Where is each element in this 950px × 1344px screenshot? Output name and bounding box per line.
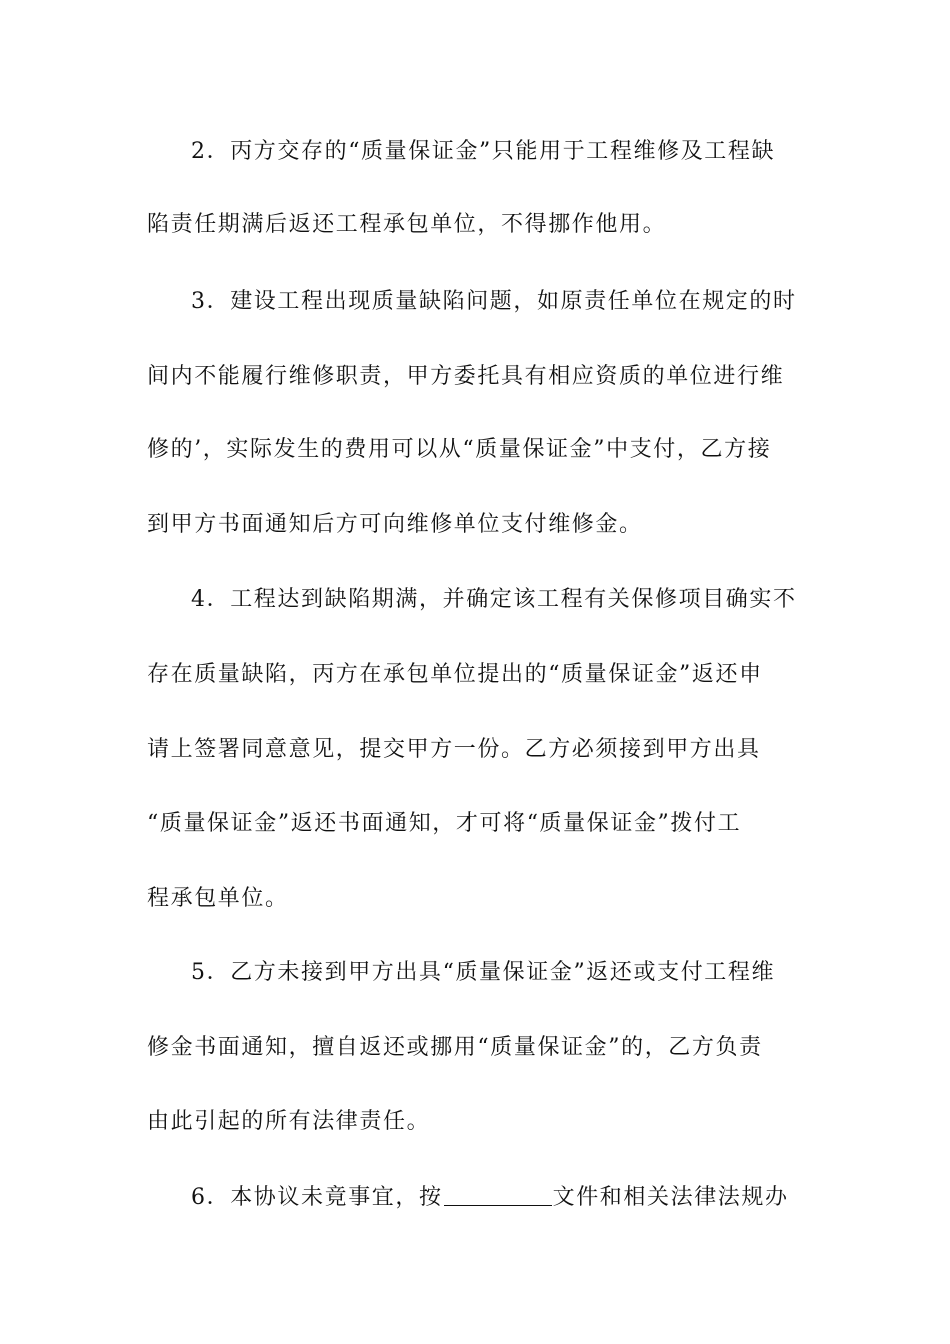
- paragraph-6-text-after-blank: 文件和相关法律法规办: [552, 1185, 789, 1210]
- paragraph-3-line-3: 修的’，实际发生的费用可以从“质量保证金”中支付，乙方接: [147, 437, 772, 462]
- paragraph-4-line-2: 存在质量缺陷，丙方在承包单位提出的“质量保证金”返还申: [147, 662, 763, 687]
- paragraph-4-line-4: “质量保证金”返还书面通知，才可将“质量保证金”拨付工: [147, 811, 742, 836]
- paragraph-2-line-2: 陷责任期满后返还工程承包单位，不得挪作他用。: [147, 212, 667, 237]
- paragraph-5-line-2: 修金书面通知，擅自返还或挪用“质量保证金”的，乙方负责: [147, 1035, 763, 1060]
- fill-in-blank: [444, 1183, 552, 1206]
- paragraph-5-line-3: 由此引起的所有法律责任。: [147, 1109, 431, 1134]
- paragraph-5-line-1: 5．乙方未接到甲方出具“质量保证金”返还或支付工程维: [191, 960, 776, 985]
- paragraph-6-text-before-blank: 6．本协议未竟事宜，按: [191, 1185, 443, 1210]
- paragraph-2-line-1: 2．丙方交存的“质量保证金”只能用于工程维修及工程缺: [191, 139, 776, 164]
- paragraph-3-line-2: 间内不能履行维修职责，甲方委托具有相应资质的单位进行维: [147, 364, 785, 389]
- paragraph-4-line-1: 4．工程达到缺陷期满，并确定该工程有关保修项目确实不: [191, 587, 797, 612]
- paragraph-3-line-1: 3．建设工程出现质量缺陷问题，如原责任单位在规定的时: [191, 289, 797, 314]
- paragraph-4-line-5: 程承包单位。: [147, 886, 289, 911]
- paragraph-3-line-4: 到甲方书面通知后方可向维修单位支付维修金。: [147, 512, 643, 537]
- paragraph-6-line-1: [191, 1178, 789, 1218]
- paragraph-4-line-3: 请上签署同意意见，提交甲方一份。乙方必须接到甲方出具: [147, 737, 761, 762]
